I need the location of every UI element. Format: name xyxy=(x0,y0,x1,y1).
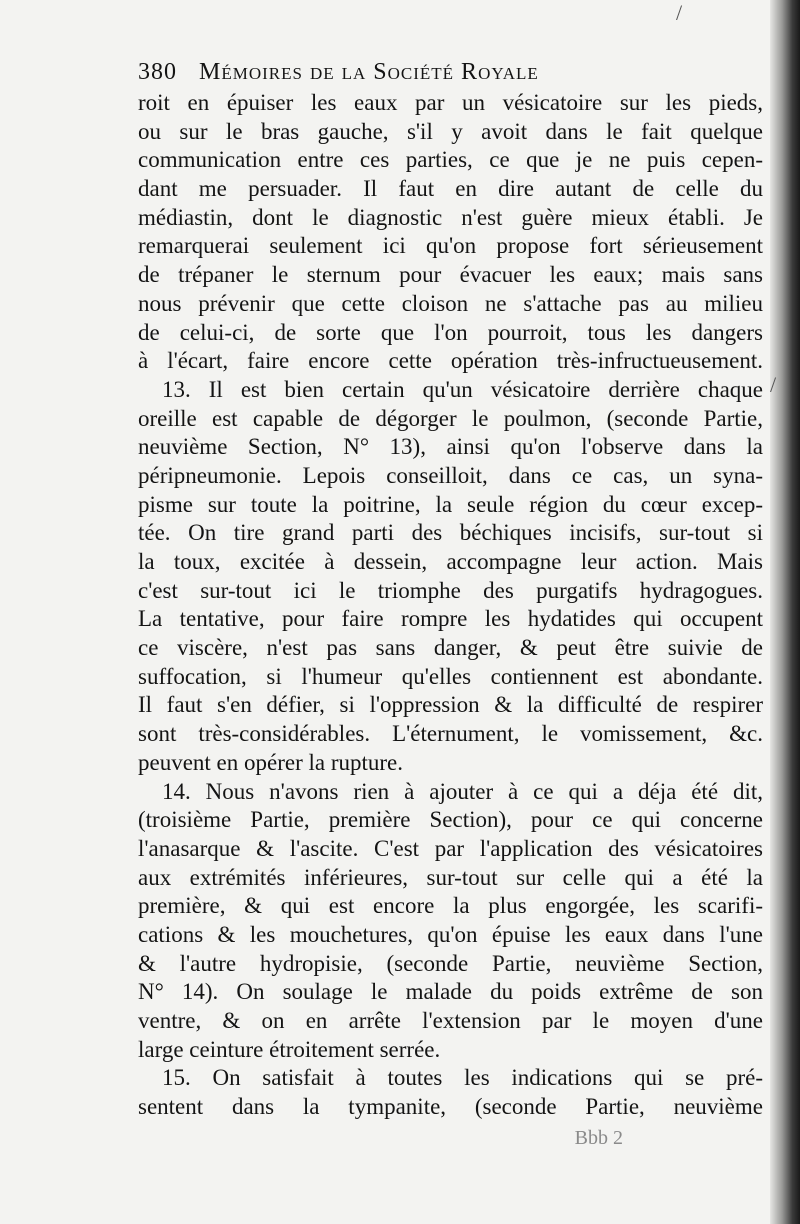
text-line: ce viscère, n'est pas sans danger, & peut être suivie de xyxy=(138,635,763,661)
text-line: peuvent en opérer la rupture. xyxy=(138,749,404,775)
text-line: oreille est capable de dégorger le poulmon, (seconde Partie, xyxy=(138,405,763,431)
text-line: c'est sur-tout ici le triomphe des purgatifs hydragogues. xyxy=(138,577,763,603)
text-line: péripneumonie. Lepois conseilloit, dans ce cas, un syna- xyxy=(138,462,763,488)
text-line: dant me persuader. Il faut en dire autant de celle du xyxy=(138,176,763,202)
text-line: communication entre ces parties, ce que je ne puis cepen- xyxy=(138,147,763,173)
text-line: large ceinture étroitement serrée. xyxy=(138,1036,441,1062)
running-head xyxy=(138,55,763,89)
text-line: La tentative, pour faire rompre les hydatides qui occupent xyxy=(138,606,763,632)
stray-mark-margin: / xyxy=(770,372,777,397)
text-line: remarquerai seulement ici qu'on propose fort sérieusement xyxy=(138,233,763,259)
text-line: de celui-ci, de sorte que l'on pourroit, tous les dangers xyxy=(138,319,763,345)
paragraph-14-start: 14. Nous n'avons rien à ajouter à ce qui a déja été dit, xyxy=(162,778,763,804)
text-line: de trépaner le sternum pour évacuer les eaux; mais sans xyxy=(138,262,763,288)
text-line: médiastin, dont le diagnostic n'est guère mieux établi. Je xyxy=(138,204,763,230)
text-line: tée. On tire grand parti des béchiques incisifs, sur-tout si xyxy=(138,520,763,546)
text-line: ou sur le bras gauche, s'il y avoit dans le fait quelque xyxy=(138,118,763,144)
paragraph-13-start: 13. Il est bien certain qu'un vésicatoire derrière chaque xyxy=(162,376,763,402)
text-line: N° 14). On soulage le malade du poids extrême de son xyxy=(138,979,763,1005)
page-number: 380 xyxy=(138,59,177,85)
text-line: (troisième Partie, première Section), pour ce qui concerne xyxy=(138,807,763,833)
text-line: première, & qui est encore la plus engorgée, les scarifi- xyxy=(138,893,763,919)
text-line: sont très-considérables. L'éternument, le vomissement, &c. xyxy=(138,721,763,747)
text-line: cations & les mouchetures, qu'on épuise les eaux dans l'une xyxy=(138,921,763,947)
text-line: & l'autre hydropisie, (seconde Partie, neuvième Section, xyxy=(138,950,763,976)
text-line: roit en épuiser les eaux par un vésicatoire sur les pieds, xyxy=(138,90,763,115)
text-line: l'anasarque & l'ascite. C'est par l'application des vésicatoires xyxy=(138,835,763,861)
text-line: sentent dans la tympanite, (seconde Partie, neuvième xyxy=(138,1094,763,1120)
body-text xyxy=(138,89,763,1122)
text-line: nous prévenir que cette cloison ne s'attache pas au milieu xyxy=(138,290,763,316)
text-block xyxy=(138,55,763,1152)
page-binding-edge xyxy=(770,0,800,1224)
text-line: suffocation, si l'humeur qu'elles contiennent est abondante. xyxy=(138,663,763,689)
text-line: ventre, & on en arrête l'extension par le moyen d'une xyxy=(138,1008,763,1033)
stray-mark-top: / xyxy=(676,0,683,25)
text-line: la toux, excitée à dessein, accompagne leur action. Mais xyxy=(138,549,763,574)
text-line: neuvième Section, N° 13), ainsi qu'on l'observe dans la xyxy=(138,434,763,460)
text-line: Il faut s'en défier, si l'oppression & la difficulté de respirer xyxy=(138,692,763,718)
paragraph-15-start: 15. On satisfait à toutes les indications qui se pré- xyxy=(162,1065,763,1091)
signature-mark: Bbb 2 xyxy=(574,1126,623,1149)
text-line: pisme sur toute la poitrine, la seule région du cœur excep- xyxy=(138,491,763,517)
text-line: aux extrémités inférieures, sur-tout sur celle qui a été la xyxy=(138,864,763,890)
running-title: Mémoires de la Société Royale xyxy=(199,59,539,85)
text-line: à l'écart, faire encore cette opération très-infructueusement. xyxy=(138,348,763,374)
